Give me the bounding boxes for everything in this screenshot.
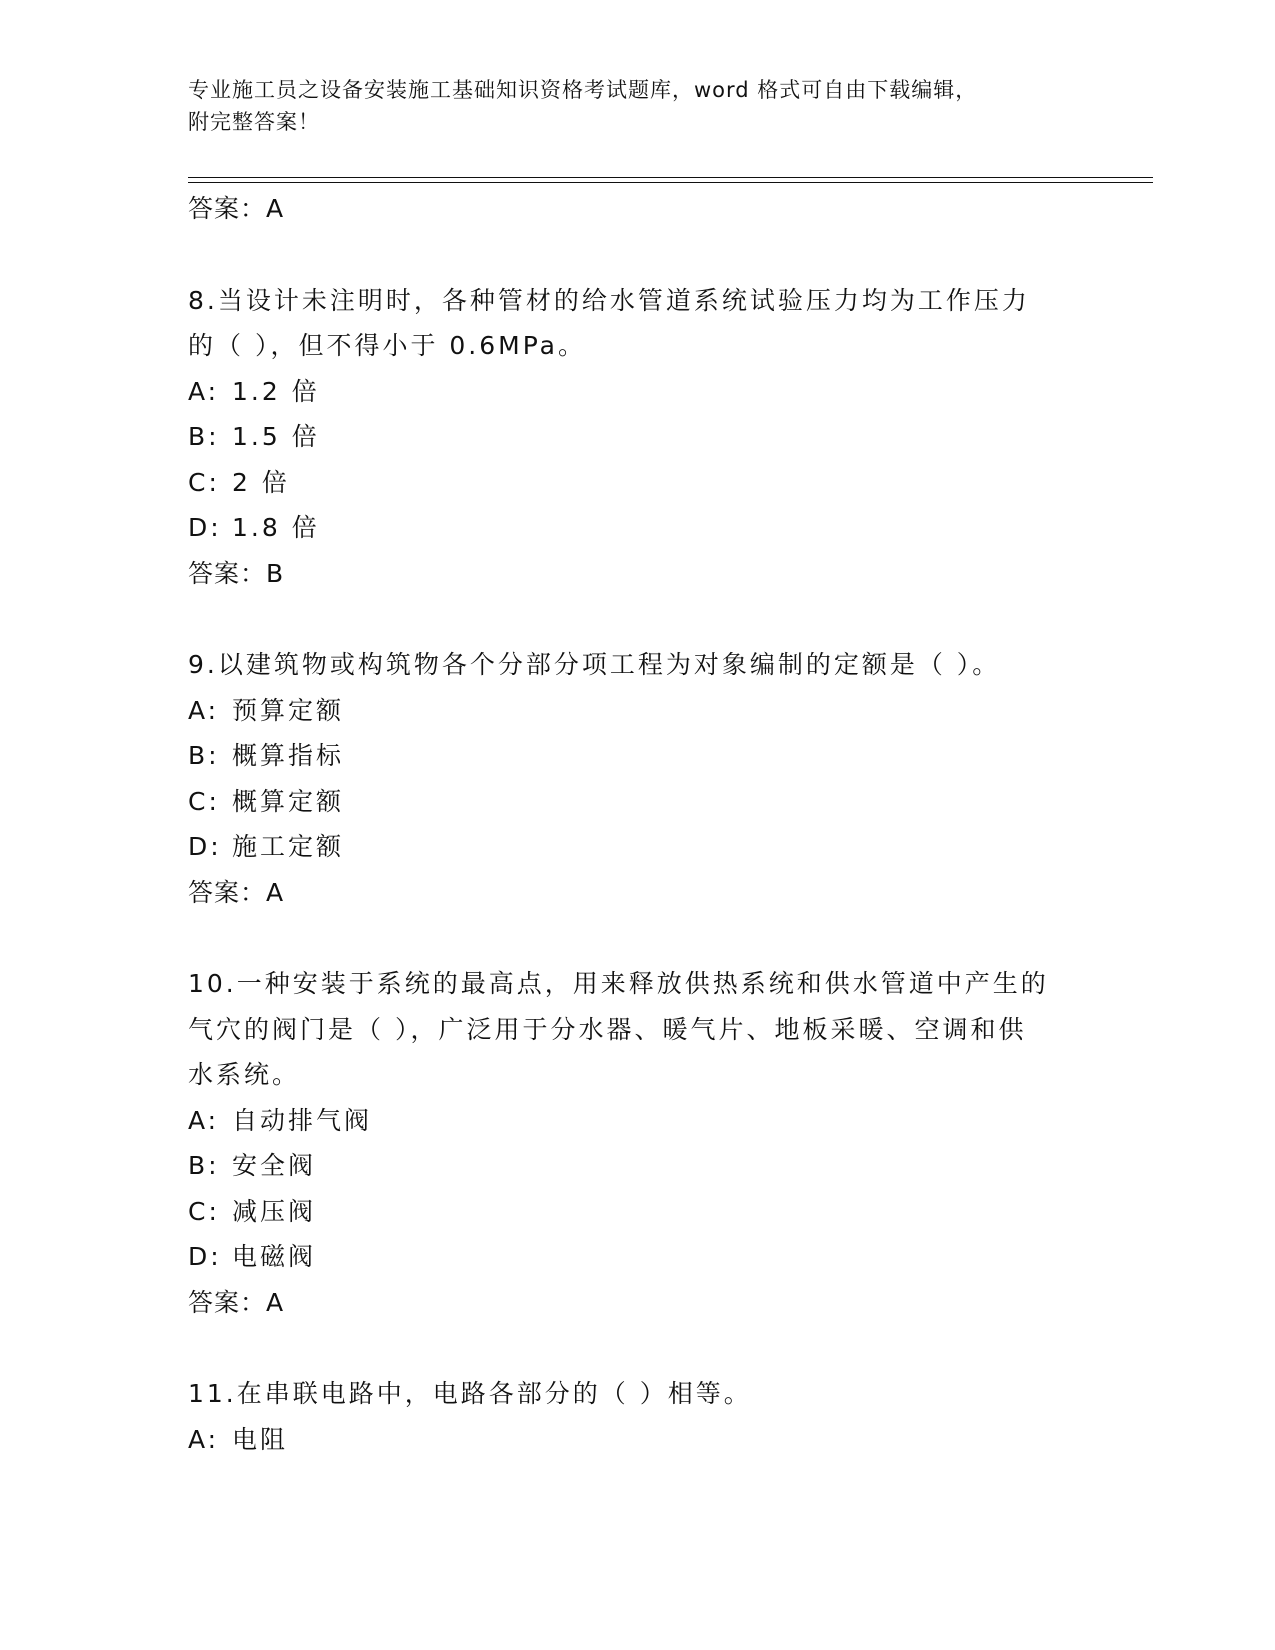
option-c [188,779,1148,825]
option-label: D: [188,1242,222,1271]
question-text: 气穴的阀门是（ ），广泛用于分水器、暖气片、地板采暖、空调和供 [188,1014,1027,1044]
option-b [188,1143,1148,1189]
option-c [188,1189,1148,1235]
answer: 答案：B [188,558,285,588]
option-label: D: [188,513,222,542]
option-text: 1.8 倍 [232,513,320,542]
option-text: 施工定额 [232,832,345,861]
option-label: B: [188,1151,220,1180]
option-a [188,688,1148,734]
option-label: A: [188,376,220,406]
question-text: 10.一种安装于系统的最高点，用来释放供热系统和供水管道中产生的 [188,969,1049,998]
option-d [188,1234,1148,1280]
header-line-2: 附完整答案！ [188,110,320,134]
option-text: 减压阀 [232,1196,317,1226]
answer: 答案：A [188,877,285,907]
option-label: C: [188,467,220,497]
question-8 [188,278,1148,597]
option-text: 概算指标 [232,741,345,770]
question-text: 的（ ），但不得小于 0.6MPa。 [188,331,586,360]
option-label: A: [188,1424,220,1454]
question-11 [188,1371,1148,1462]
option-label: A: [188,695,220,725]
question-list [188,186,1148,1462]
option-label: C: [188,1196,220,1226]
option-text: 1.2 倍 [232,376,320,406]
option-text: 自动排气阀 [232,1105,373,1135]
document-header [188,74,1068,138]
option-label: B: [188,422,220,451]
spacer [188,596,1148,642]
spacer [188,915,1148,961]
option-text: 概算定额 [232,786,345,816]
answer: 答案：A [188,1287,285,1317]
option-b [188,414,1148,460]
header-divider-top [188,177,1153,178]
option-a [188,369,1148,415]
option-text: 预算定额 [232,695,345,725]
question-10 [188,961,1148,1325]
question-text: 9.以建筑物或构筑物各个分部分项工程为对象编制的定额是（ ）。 [188,650,1001,679]
spacer [188,1325,1148,1371]
option-label: A: [188,1105,220,1135]
option-label: B: [188,741,220,770]
option-text: 2 倍 [232,467,290,497]
option-label: D: [188,832,222,861]
option-text: 1.5 倍 [232,422,320,451]
option-c [188,460,1148,506]
option-text: 电磁阀 [232,1242,317,1271]
option-d [188,824,1148,870]
header-line-1: 专业施工员之设备安装施工基础知识资格考试题库，word 格式可自由下载编辑， [188,78,978,102]
question-text: 水系统。 [188,1060,301,1089]
option-a [188,1417,1148,1463]
question-9 [188,642,1148,915]
question-text: 11.在串联电路中，电路各部分的（ ）相等。 [188,1379,752,1408]
option-a [188,1098,1148,1144]
question-text: 8.当设计未注明时，各种管材的给水管道系统试验压力均为工作压力 [188,285,1030,315]
header-divider-bottom [188,182,1153,183]
previous-answer: 答案：A [188,194,285,223]
option-d [188,505,1148,551]
option-label: C: [188,786,220,816]
option-b [188,733,1148,779]
option-text: 电阻 [232,1424,289,1454]
option-text: 安全阀 [232,1151,317,1180]
spacer [188,232,1148,278]
